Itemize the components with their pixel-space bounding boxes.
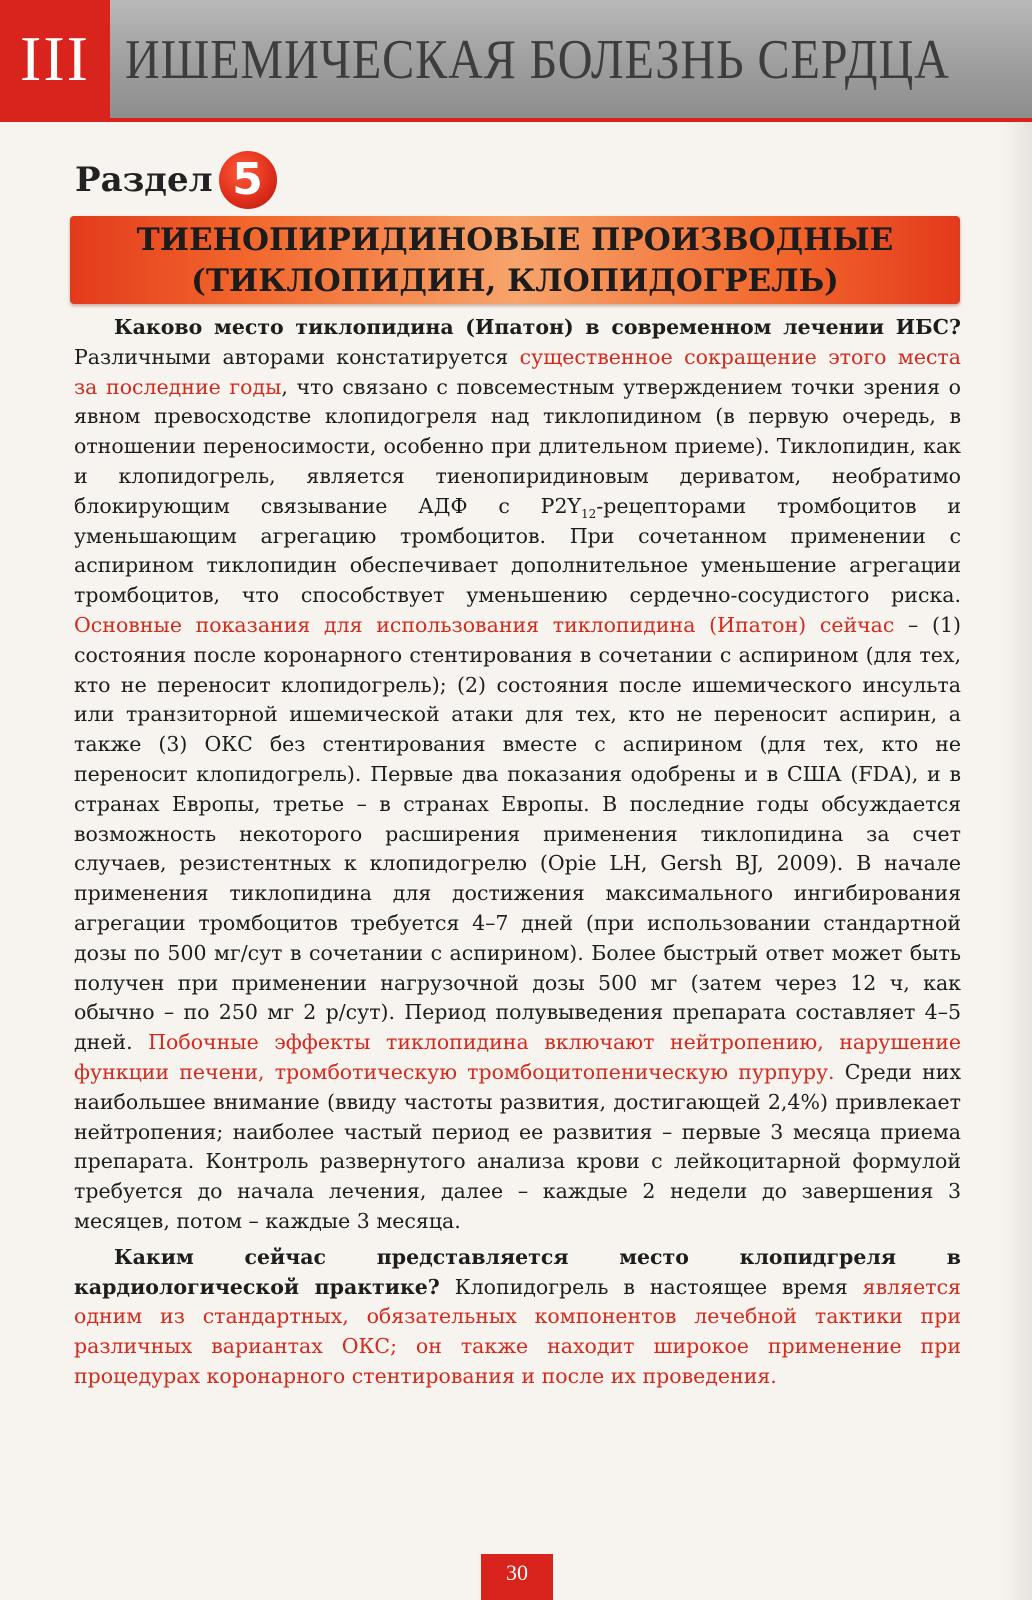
p1-highlight-2: Основные показания для использования тиклопидина (Ипатон) сейчас [74, 612, 895, 637]
p2-text-1: Клопидогрель в настоящее время [439, 1274, 863, 1299]
section-word: Раздел [75, 160, 213, 200]
question-1: Каково место тиклопидина (Ипатон) в современном лечении ИБС? [114, 315, 961, 339]
p1-text-1: Различными авторами констатируется [74, 344, 520, 369]
p1-text-2: , что связано с повсеместным утверждением точки зрения о явном превосходстве клопидогреля над тиклопидином (в первую очередь, в отношении переносимости, особенно при длительном приеме). Тиклопидин, как и клопидогрель, является тиенопиридиновым дериватом, необратимо блокирующим связывание АДФ с P2Y [74, 374, 961, 518]
paragraph-1 [74, 313, 961, 1237]
section-title [70, 220, 960, 302]
p1-text-3: -рецепторами тромбоцитов и уменьшающим агрегацию тромбоцитов. При сочетанном применении с аспирином тиклопидин обеспечивает дополнительное уменьшение агрегации тромбоцитов, что способствует уменьшению сердечно-сосудистого риска. [74, 493, 962, 608]
p1-text-5: Среди них наибольшее внимание (ввиду частоты развития, достигающей 2,4%) привлекает нейтропения; наиболее частый период ее развития – первые 3 месяца приема препарата. Контроль развернутого анализа крови с лейкоцитарной формулой требуется до начала лечения, далее – каждые 2 недели до завершения 3 месяцев, потом – каждые 3 месяца. [74, 1059, 962, 1233]
paragraph-2 [74, 1243, 961, 1392]
header-divider [0, 118, 1032, 122]
p1-highlight-1: существенное сокращение этого места за последние годы [74, 344, 961, 399]
section-number-badge: 5 [219, 151, 277, 209]
section-label [75, 145, 277, 215]
chapter-number: III [0, 0, 110, 118]
p1-text-4: – (1) состояния после коронарного стентирования в сочетании с аспирином (для тех, кто не переносит клопидогрель); (2) состояния после ишемического инсульта или транзиторной ишемической атаки для тех, кто не переносит аспирин, а также (3) ОКС без стентирования вместе с аспирином (для тех, кто не переносит клопидогрель). Первые два показания одобрены и в США (FDA), и в странах Европы, третье – в странах Европы. В последние годы обсуждается возможность некоторого расширения применения тиклопидина за счет случаев, резистентных к клопидогрелю (Opie LH, Gersh BJ, 2009). В начале применения тиклопидина для достижения максимального ингибирования агрегации тромбоцитов требуется 4–7 дней (при использовании стандартной дозы по 500 мг/сут в сочетании с аспирином). Более быстрый ответ может быть получен при применении нагрузочной дозы 500 мг (затем через 12 ч, как обычно – по 250 мг 2 р/сут). Период полувыведения препарата составляет 4–5 дней. [74, 612, 961, 1055]
p2-highlight-1: является одним из стандартных, обязательных компонентов лечебной тактики при различных вариантах ОКС; он также находит широкое применение при процедурах коронарного стентирования и после их проведения. [74, 1274, 961, 1388]
section-title-line1: ТИЕНОПИРИДИНОВЫЕ ПРОИЗВОДНЫЕ [136, 222, 894, 258]
article-body [74, 313, 961, 1392]
p1-highlight-3: Побочные эффекты тиклопидина включают нейтропению, нарушение функции печени, тромботическую тромбоцитопеническую пурпуру. [74, 1030, 961, 1084]
chapter-title: ИШЕМИЧЕСКАЯ БОЛЕЗНЬ СЕРДЦА [125, 29, 950, 91]
p1-subscript: 12 [581, 506, 597, 521]
section-title-banner [70, 216, 960, 304]
page-number: 30 [481, 1554, 553, 1600]
chapter-header [0, 0, 1032, 118]
section-title-line2: (ТИКЛОПИДИН, КЛОПИДОГРЕЛЬ) [191, 263, 839, 299]
question-2: Каким сейчас представляется место клопидгреля в кардиологической практике? [74, 1244, 961, 1299]
page-edge-shadow [1002, 122, 1032, 1600]
